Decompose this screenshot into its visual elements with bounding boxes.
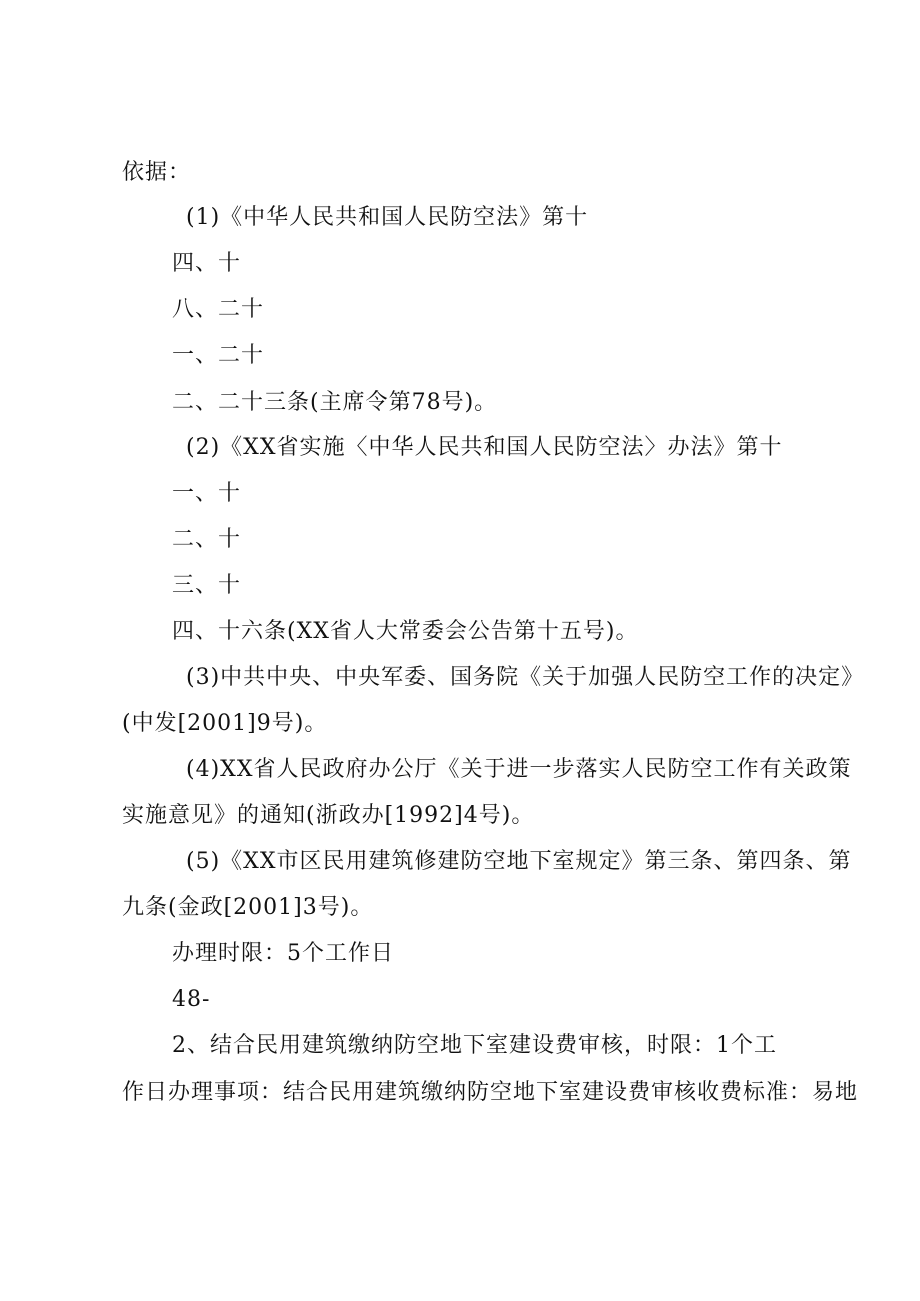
text-line: 实施意见》的通知(浙政办[1992]4号)。 <box>122 803 535 828</box>
text-line: (中发[2001]9号)。 <box>122 711 328 736</box>
text-line-section-2: 2、结合民用建筑缴纳防空地下室建设费审核，时限：1个工 <box>172 1033 777 1058</box>
text-line: 一、二十 <box>172 343 265 368</box>
page-number: 48- <box>172 987 211 1012</box>
text-line: 九条(金政[2001]3号)。 <box>122 895 374 920</box>
text-line-item-1: (1)《中华人民共和国人民防空法》第十 <box>186 205 589 230</box>
text-line: 一、十 <box>172 481 242 506</box>
text-line-basis: 依据： <box>122 160 192 185</box>
text-line-time-limit: 办理时限：5个工作日 <box>172 941 394 966</box>
text-line-item-3: (3)中共中央、中央军委、国务院《关于加强人民防空工作的决定》 <box>186 665 865 690</box>
text-line: 四、十六条(XX省人大常委会公告第十五号)。 <box>172 619 639 644</box>
text-line: 二、十 <box>172 527 242 552</box>
text-line: 作日办理事项：结合民用建筑缴纳防空地下室建设费审核收费标准：易地 <box>122 1080 859 1105</box>
text-line: 四、十 <box>172 251 242 276</box>
text-line: 八、二十 <box>172 297 265 322</box>
text-line-item-5: (5)《XX市区民用建筑修建防空地下室规定》第三条、第四条、第 <box>186 849 852 874</box>
text-line: 二、二十三条(主席令第78号)。 <box>172 390 498 415</box>
text-line-item-4: (4)XX省人民政府办公厅《关于进一步落实人民防空工作有关政策 <box>186 757 852 782</box>
text-line: 三、十 <box>172 573 242 598</box>
text-line-item-2: (2)《XX省实施〈中华人民共和国人民防空法〉办法》第十 <box>186 435 783 460</box>
